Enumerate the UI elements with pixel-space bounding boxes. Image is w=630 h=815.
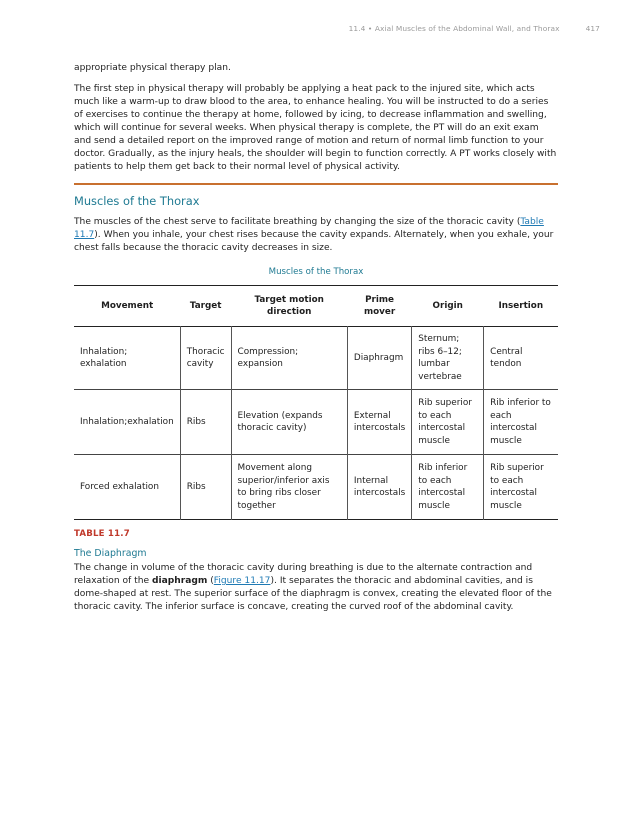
header-movement: Movement (101, 300, 154, 311)
page-number: 417 (585, 24, 600, 33)
cell-prime-mover: Diaphragm (347, 327, 411, 390)
page-content (74, 62, 558, 614)
header-target-motion-direction: Target motion direction (254, 294, 324, 317)
cell-insertion: Rib inferior to each intercostal muscle (484, 390, 558, 455)
section-paragraph (74, 216, 558, 255)
diaphragm-text-end: ). It separates the thoracic and abdominal cavities, and is dome-shaped at rest. The superior surface of the diaphragm is convex, creating the elevated floor of the thoracic cavity. The inferior surface is concave, creating the curved roof of the abdominal cavity. (74, 576, 552, 612)
section-text-start: The muscles of the chest serve to facilitate breathing by changing the size of the thoracic cavity ( (74, 217, 521, 227)
intro-paragraph-1: appropriate physical therapy plan. (74, 63, 231, 73)
diaphragm-subheading: The Diaphragm (74, 548, 147, 559)
header-origin: Origin (432, 300, 463, 311)
cell-movement: Inhalation;exhalation (80, 416, 174, 427)
table-row (74, 455, 558, 520)
cell-insertion: Rib superior to each intercostal muscle (484, 455, 558, 520)
cell-target: Thoracic cavity (180, 327, 231, 390)
intro-paragraph-2: The first step in physical therapy will probably be applying a heat pack to the injured site, which acts much like a warm-up to draw blood to the area, to enhance healing. You will be instructed to do a series of exercises to continue the therapy at home, followed by icing, to decrease inflammation and swelling, which will continue for several weeks. When physical therapy is complete, the PT will do an exit exam and send a detailed report on the improved range of motion and return of normal limb function to your doctor. Gradually, as the injury heals, the shoulder will begin to function correctly. A PT works closely with patients to help them get back to their normal level of physical activity. (74, 84, 557, 172)
figure-11-17-link[interactable]: Figure 11.17 (213, 576, 271, 586)
table-label: TABLE 11.7 (74, 529, 130, 539)
table-11-7-link[interactable]: Table 11.7 (74, 217, 544, 240)
cell-target: Ribs (180, 455, 231, 520)
section-text-end: ). When you inhale, your chest rises because the cavity expands. Alternately, when you exhale, your chest falls because the thoracic cavity decreases in size. (74, 230, 554, 253)
header-insertion: Insertion (498, 300, 544, 311)
table-row (74, 327, 558, 390)
diaphragm-paragraph (74, 562, 558, 614)
table-header-row (74, 286, 558, 327)
table-row (74, 390, 558, 455)
diaphragm-text-start: The change in volume of the thoracic cavity during breathing is due to the alternate contraction and relaxation of the (74, 563, 533, 586)
cell-target: Ribs (180, 390, 231, 455)
cell-prime-mover: External intercostals (347, 390, 411, 455)
header-prime-mover: Prime mover (363, 294, 396, 317)
cell-insertion: Central tendon (484, 327, 558, 390)
running-header (349, 24, 600, 33)
cell-motion-direction: Compression; expansion (231, 327, 347, 390)
diaphragm-term: diaphragm (151, 576, 208, 586)
cell-motion-direction: Elevation (expands thoracic cavity) (231, 390, 347, 455)
cell-movement: Inhalation; exhalation (80, 346, 128, 369)
section-title: Muscles of the Thorax (74, 194, 200, 208)
header-target: Target (189, 300, 222, 311)
cell-movement: Forced exhalation (80, 481, 159, 492)
cell-origin: Rib inferior to each intercostal muscle (412, 455, 484, 520)
cell-motion-direction: Movement along superior/inferior axis to bring ribs closer together (231, 455, 347, 520)
muscles-table (74, 285, 558, 520)
table-caption: Muscles of the Thorax (268, 267, 364, 277)
running-header-section: 11.4 • Axial Muscles of the Abdominal Wall, and Thorax (348, 24, 560, 33)
cell-origin: Sternum; ribs 6–12; lumbar vertebrae (412, 327, 484, 390)
diaphragm-text-open: ( (207, 576, 214, 586)
cell-origin: Rib superior to each intercostal muscle (412, 390, 484, 455)
cell-prime-mover: Internal intercostals (347, 455, 411, 520)
section-divider (74, 183, 558, 185)
